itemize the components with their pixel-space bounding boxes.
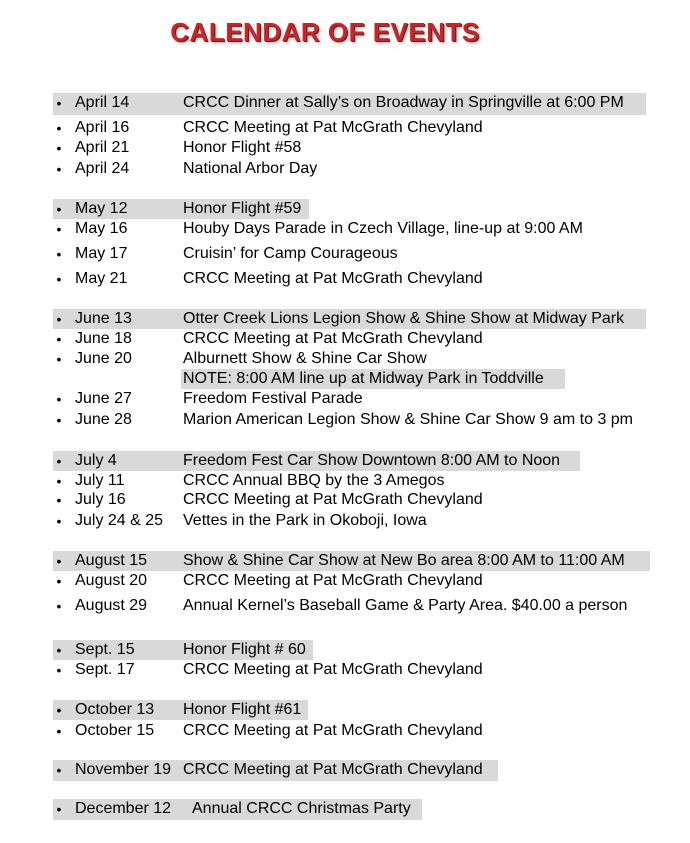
event-date: June 28 (75, 411, 132, 428)
event-date: May 16 (75, 220, 128, 237)
event-description: Vettes in the Park in Okoboji, Iowa (183, 512, 427, 529)
bullet-icon: • (56, 723, 62, 739)
bullet-icon: • (56, 553, 62, 569)
event-description: CRCC Meeting at Pat McGrath Chevyland (183, 330, 483, 347)
event-description: CRCC Dinner at Sally’s on Broadway in Springville at 6:00 PM (183, 94, 624, 111)
event-description: CRCC Meeting at Pat McGrath Chevyland (183, 572, 483, 589)
event-date: November 19 (75, 761, 172, 778)
bullet-icon: • (56, 473, 62, 489)
bullet-icon: • (56, 513, 62, 529)
event-date: April 16 (75, 119, 130, 136)
bullet-icon: • (56, 140, 62, 156)
page-title: CALENDAR OF EVENTS (170, 17, 480, 47)
bullet-icon: • (56, 412, 62, 428)
event-description: Honor Flight #61 (183, 701, 302, 718)
event-date: April 14 (75, 94, 130, 111)
bullet-icon: • (56, 331, 62, 347)
event-date: May 21 (75, 270, 128, 287)
bullet-icon: • (56, 246, 62, 262)
event-note: NOTE: 8:00 AM line up at Midway Park in Toddville (183, 370, 544, 387)
event-description: Honor Flight #58 (183, 139, 302, 156)
bullet-icon: • (56, 95, 62, 111)
event-description: Freedom Fest Car Show Downtown 8:00 AM to Noon (183, 452, 561, 469)
bullet-icon: • (56, 573, 62, 589)
event-date: Sept. 15 (75, 641, 135, 658)
event-description: Alburnett Show & Shine Car Show (183, 350, 427, 367)
event-description: CRCC Meeting at Pat McGrath Chevyland (183, 270, 483, 287)
event-date: August 20 (75, 572, 148, 589)
event-date: October 13 (75, 701, 155, 718)
event-description: CRCC Meeting at Pat McGrath Chevyland (183, 722, 483, 739)
event-date: June 18 (75, 330, 132, 347)
event-description: CRCC Meeting at Pat McGrath Chevyland (183, 761, 483, 778)
event-date: December 12 (75, 800, 172, 817)
bullet-icon: • (56, 453, 62, 469)
event-date: October 15 (75, 722, 155, 739)
event-description: Annual CRCC Christmas Party (192, 800, 411, 817)
event-date: July 4 (75, 452, 117, 469)
bullet-icon: • (56, 598, 62, 614)
bullet-icon: • (56, 161, 62, 177)
event-date: June 27 (75, 390, 132, 407)
bullet-icon: • (56, 311, 62, 327)
bullet-icon: • (56, 271, 62, 287)
event-date: May 17 (75, 245, 128, 262)
event-description: Otter Creek Lions Legion Show & Shine Show at Midway Park (183, 310, 625, 327)
bullet-icon: • (56, 642, 62, 658)
event-date: Sept. 17 (75, 661, 135, 678)
bullet-icon: • (56, 762, 62, 778)
event-description: Show & Shine Car Show at New Bo area 8:00 AM to 11:00 AM (183, 552, 625, 569)
event-date: August 29 (75, 597, 148, 614)
event-date: June 20 (75, 350, 132, 367)
bullet-icon: • (56, 492, 62, 508)
bullet-icon: • (56, 120, 62, 136)
event-date: July 11 (75, 472, 125, 489)
event-description: Annual Kernel’s Baseball Game & Party Area. $40.00 a person (183, 597, 628, 614)
event-description: Cruisin’ for Camp Courageous (183, 245, 398, 262)
bullet-icon: • (56, 801, 62, 817)
bullet-icon: • (56, 702, 62, 718)
event-description: National Arbor Day (183, 160, 318, 177)
event-description: Honor Flight #59 (183, 200, 302, 217)
event-description: Freedom Festival Parade (183, 390, 363, 407)
bullet-icon: • (56, 221, 62, 237)
bullet-icon: • (56, 351, 62, 367)
event-description: Honor Flight # 60 (183, 641, 306, 658)
event-date: August 15 (75, 552, 148, 569)
bullet-icon: • (56, 391, 62, 407)
bullet-icon: • (56, 201, 62, 217)
event-date: June 13 (75, 310, 132, 327)
event-description: CRCC Annual BBQ by the 3 Amegos (183, 472, 445, 489)
event-date: April 24 (75, 160, 130, 177)
event-date: July 16 (75, 491, 126, 508)
event-date: May 12 (75, 200, 128, 217)
event-description: CRCC Meeting at Pat McGrath Chevyland (183, 119, 483, 136)
event-date: July 24 & 25 (75, 512, 164, 529)
event-description: CRCC Meeting at Pat McGrath Chevyland (183, 491, 483, 508)
bullet-icon: • (56, 662, 62, 678)
event-description: Marion American Legion Show & Shine Car Show 9 am to 3 pm (183, 411, 634, 428)
event-description: CRCC Meeting at Pat McGrath Chevyland (183, 661, 483, 678)
event-description: Houby Days Parade in Czech Village, line-up at 9:00 AM (183, 220, 583, 237)
event-date: April 21 (75, 139, 130, 156)
